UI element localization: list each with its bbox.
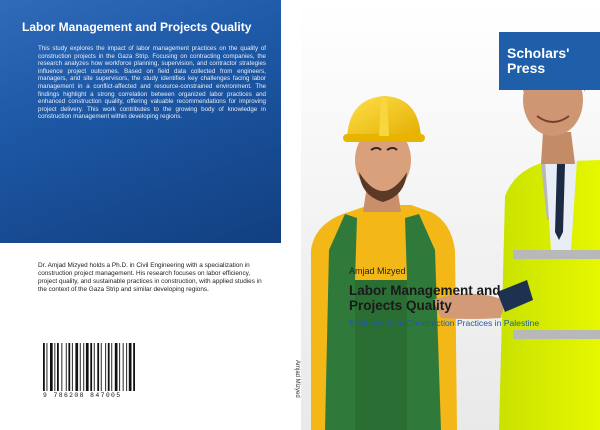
publisher-logo (499, 32, 600, 90)
front-cover-title (349, 283, 569, 313)
front-cover-title-line1: Labor Management and (349, 283, 501, 298)
spine (281, 0, 301, 430)
front-cover-subtitle: Evidence from Construction Practices in Palestine (349, 318, 540, 328)
back-cover-title: Labor Management and Projects Quality (22, 20, 252, 34)
back-cover (0, 0, 281, 430)
front-cover-author: Amjad Mizyed (349, 266, 406, 276)
front-cover-title-line2: Projects Quality (349, 298, 452, 313)
spine-author: Amjad Mizyed (294, 360, 300, 398)
front-cover (301, 0, 600, 430)
author-bio: Dr. Amjad Mizyed holds a Ph.D. in Civil Engineering with a specialization in construction project management. His research focuses on labor efficiency, project quality, and sustainable practices in construction, with applied studies in the context of the Gaza Strip and similar developing regions. (38, 262, 262, 293)
publisher-name-line1: Scholars' (507, 45, 570, 61)
back-cover-abstract: This study explores the impact of labor management practices on the quality of construction projects in the Gaza Strip. Focusing on contracting companies, the research analyzes how workforce planning, supervision, and contractor strategies influence project outcomes. Based on field data collected from engineers, managers, and site supervisors, the study identifies key challenges facing labor management in a conflict-affected and resource-constrained environment. The findings highlight a strong correlation between organized labor practices and enhanced construction quality, offering valuable recommendations for improving project delivery. This work contributes to the growing body of knowledge in construction management within developing regions. (38, 45, 266, 121)
barcode-digits: 9 786208 847005 (43, 392, 122, 399)
publisher-name-line2: Press (507, 60, 546, 76)
barcode-bars (41, 343, 139, 391)
isbn-barcode (41, 343, 139, 401)
back-cover-blue-panel (0, 0, 281, 243)
